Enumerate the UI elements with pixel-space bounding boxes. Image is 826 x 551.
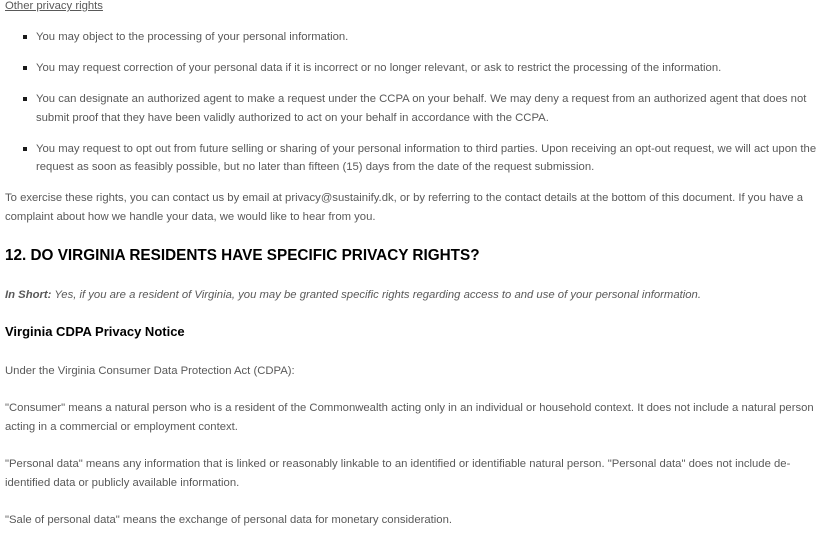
exercise-rights-paragraph: To exercise these rights, you can contact us by email at privacy@sustainify.dk, or by referring to the contact details at the bottom of this document. If you have a complaint about how we handle your data, we would like to hear from you.: [5, 192, 804, 223]
list-item: You may request to opt out from future selling or sharing of your personal information to third parties. Upon receiving an opt-out request, we will act upon the request as soon as feasibly possible, but no later than fifteen (15) days from the date of the request submission.: [0, 140, 826, 177]
other-privacy-rights-list: [0, 28, 826, 189]
consumer-definition-paragraph: "Consumer" means a natural person who is a resident of the Commonwealth acting only in an individual or household context. It does not include a natural person acting in a commercial or employment context.: [5, 402, 814, 433]
list-item: You may object to the processing of your personal information.: [0, 28, 826, 47]
section-12-title: 12. DO VIRGINIA RESIDENTS HAVE SPECIFIC PRIVACY RIGHTS?: [5, 247, 480, 264]
in-short-text: Yes, if you are a resident of Virginia, you may be granted specific rights regarding access to and use of your personal information.: [51, 289, 701, 301]
in-short-summary: [5, 286, 701, 305]
personal-data-definition-paragraph: "Personal data" means any information that is linked or reasonably linkable to an identified or identifiable natural person. "Personal data" does not include de-identified data or publicly available information.: [5, 458, 791, 489]
virginia-cdpa-subtitle: Virginia CDPA Privacy Notice: [5, 324, 185, 339]
sale-definition-paragraph: "Sale of personal data" means the exchange of personal data for monetary consideration.: [5, 514, 452, 526]
other-privacy-rights-heading: Other privacy rights: [5, 0, 103, 12]
list-item: You may request correction of your personal data if it is incorrect or no longer relevant, or ask to restrict the processing of the information.: [0, 59, 826, 78]
cdpa-intro-paragraph: Under the Virginia Consumer Data Protection Act (CDPA):: [5, 365, 295, 377]
list-item: You can designate an authorized agent to make a request under the CCPA on your behalf. We may deny a request from an authorized agent that does not submit proof that they have been validly authorized to act on your behalf in accordance with the CCPA.: [0, 90, 826, 127]
in-short-label: In Short:: [5, 289, 52, 301]
